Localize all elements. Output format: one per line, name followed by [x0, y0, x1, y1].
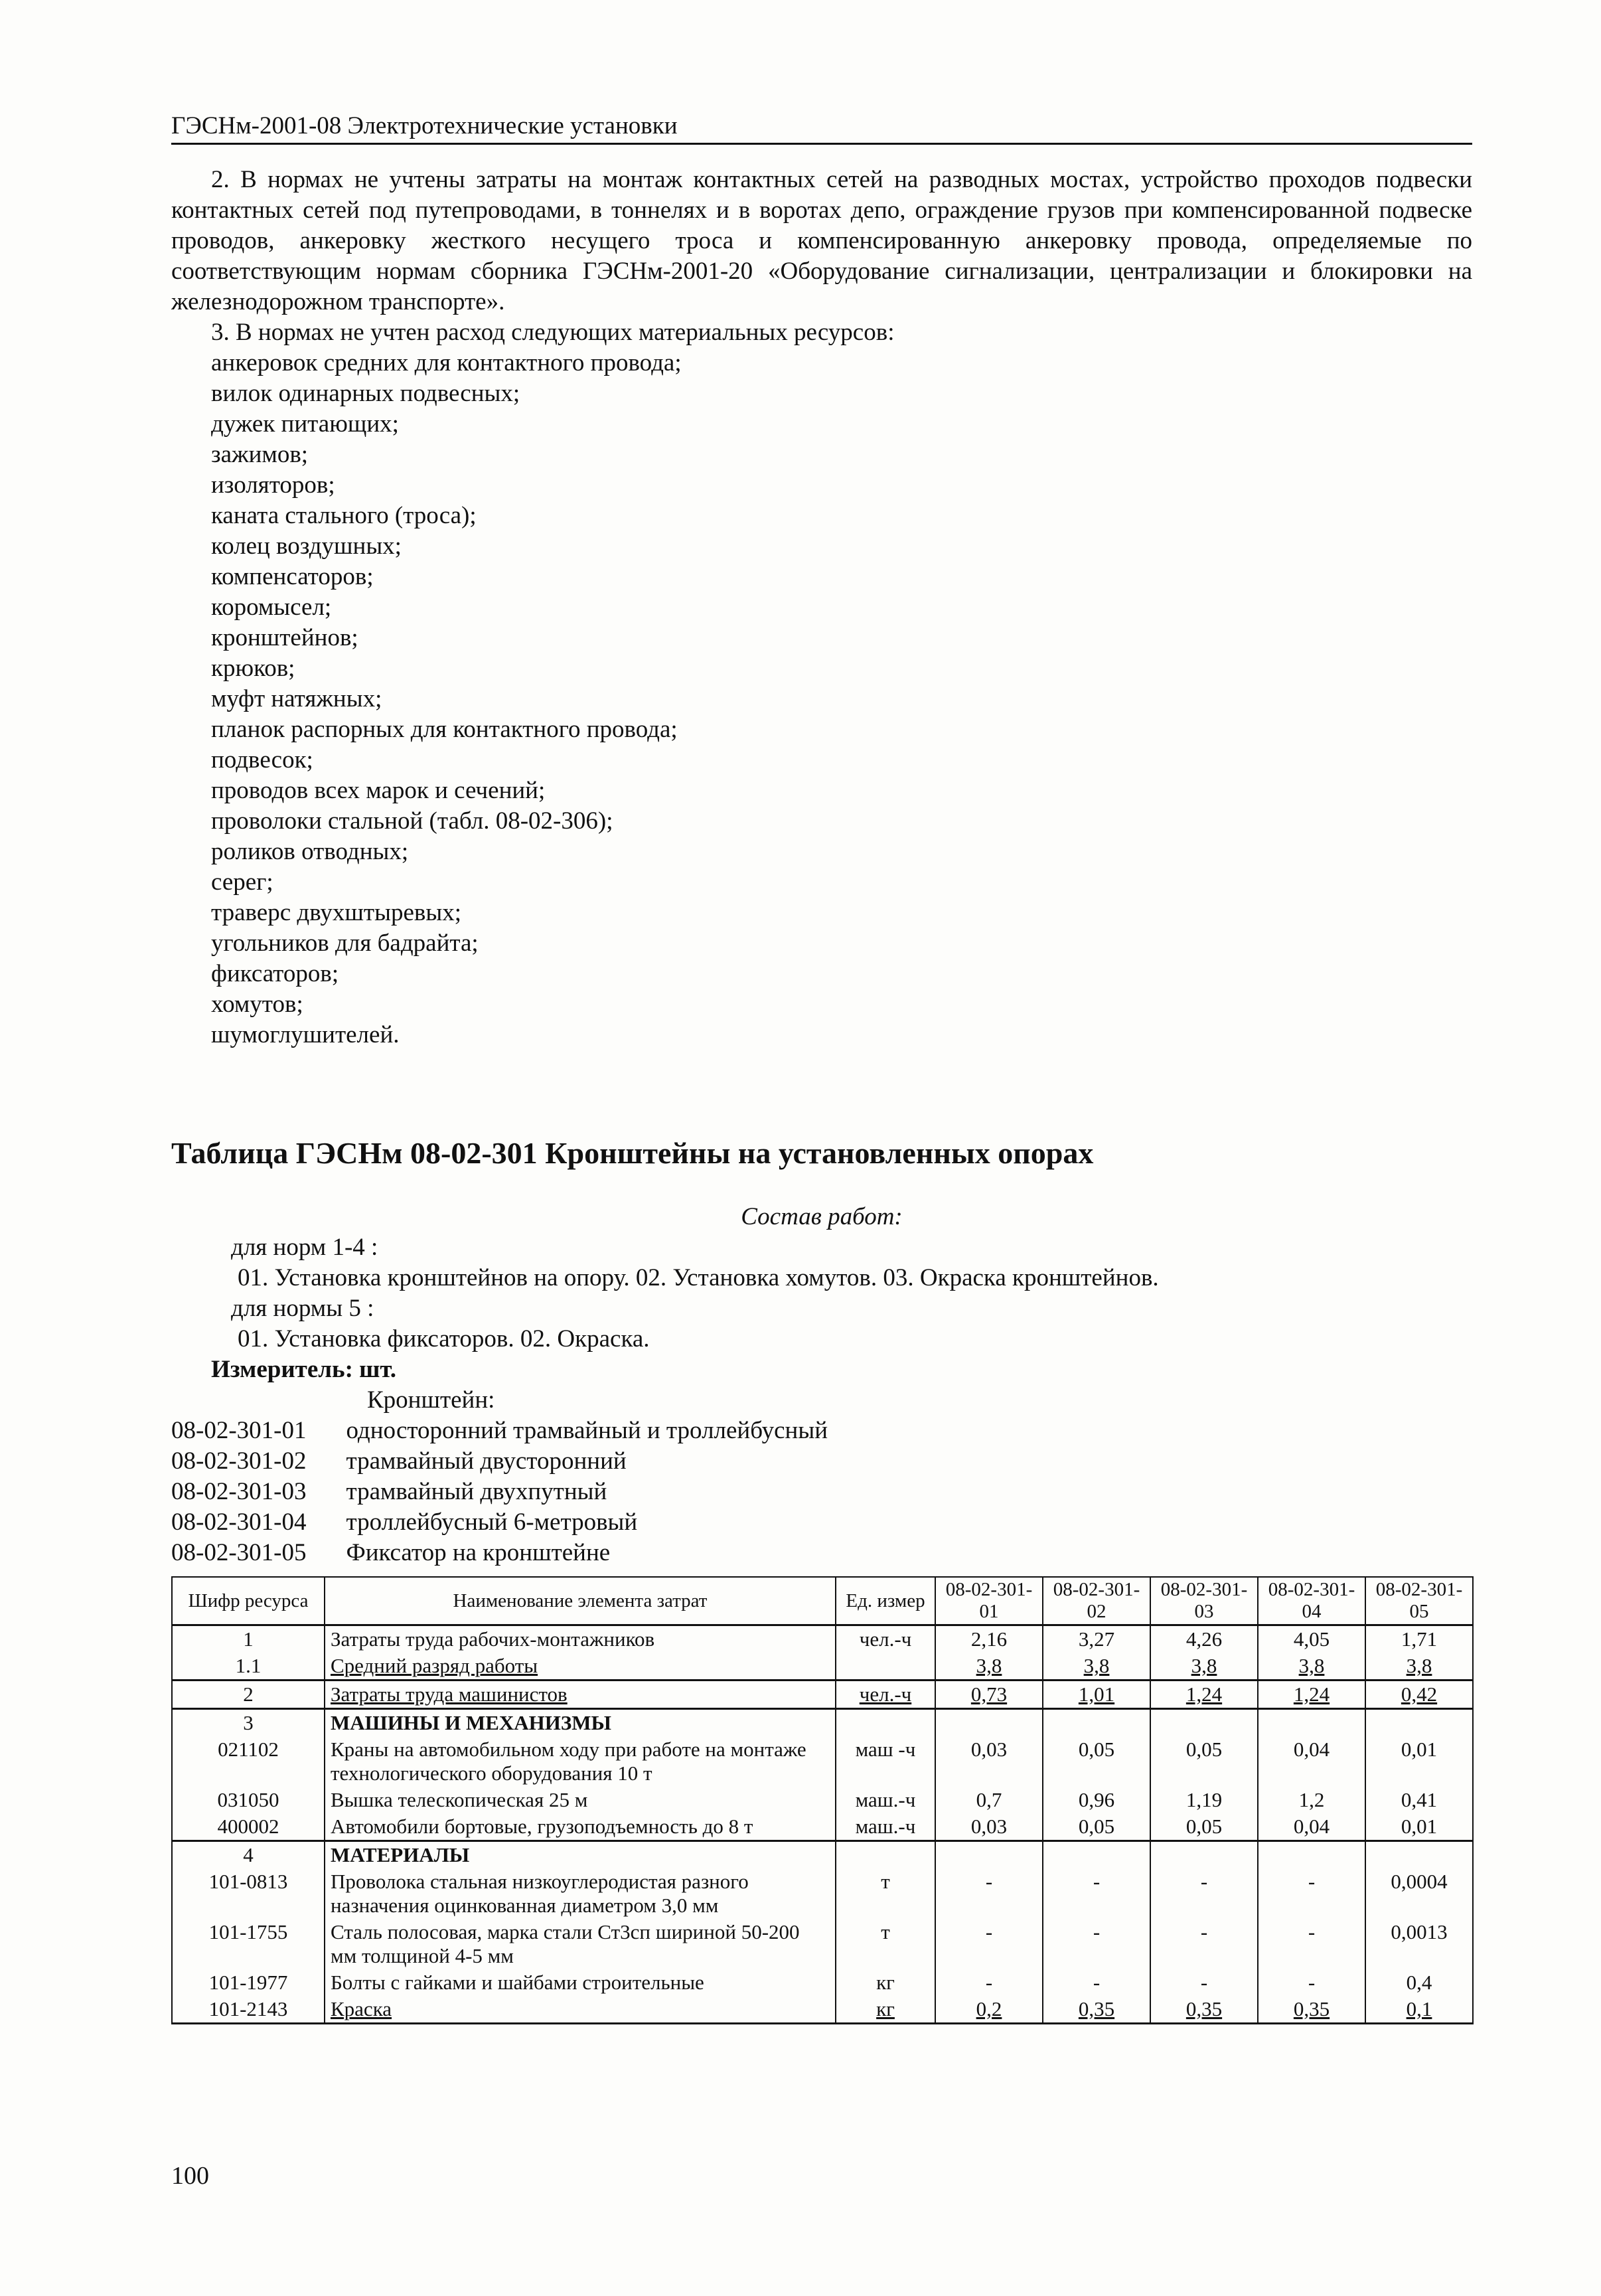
cell-name: Краска	[325, 1996, 836, 2024]
cell-unit: т	[836, 1868, 935, 1919]
table-row	[172, 1653, 1473, 1681]
cell-name: Затраты труда рабочих-монтажников	[325, 1625, 836, 1653]
cell-unit: маш -ч	[836, 1736, 935, 1787]
cell-name: Сталь полосовая, марка стали Ст3сп шириной 50-200 мм толщиной 4-5 мм	[325, 1919, 836, 1969]
table-row	[172, 1841, 1473, 1869]
cell-value: 0,05	[1150, 1813, 1258, 1841]
cell-code: 021102	[172, 1736, 325, 1787]
cell-value: 0,2	[935, 1996, 1043, 2024]
cell-value: 3,27	[1043, 1625, 1150, 1653]
list-item: колец воздушных;	[211, 533, 402, 560]
norm-name: трамвайный двусторонний	[346, 1447, 627, 1475]
cell-value: -	[1043, 1868, 1150, 1919]
cell-value: 1,2	[1258, 1787, 1365, 1813]
cell-value: 0,42	[1365, 1681, 1473, 1709]
list-item: кронштейнов;	[211, 624, 358, 651]
list-item: серег;	[211, 868, 273, 896]
cell-value: -	[935, 1919, 1043, 1969]
cell-value: 0,35	[1258, 1996, 1365, 2024]
cell-value: -	[1150, 1919, 1258, 1969]
cell-unit: кг	[836, 1996, 935, 2024]
header-code: Шифр ресурса	[172, 1577, 325, 1625]
list-item: изоляторов;	[211, 471, 335, 499]
cell-value: 0,73	[935, 1681, 1043, 1709]
cell-unit: маш.-ч	[836, 1813, 935, 1841]
cell-code: 101-1755	[172, 1919, 325, 1969]
list-item: подвесок;	[211, 746, 313, 774]
cell-value: 0,05	[1150, 1736, 1258, 1787]
cell-value: 3,8	[935, 1653, 1043, 1681]
cell-name: МАШИНЫ И МЕХАНИЗМЫ	[325, 1709, 836, 1737]
cell-code: 4	[172, 1841, 325, 1869]
header-col: 08-02-301-02	[1043, 1577, 1150, 1625]
cell-value: 0,03	[935, 1736, 1043, 1787]
work-heading: Состав работ:	[741, 1203, 903, 1230]
cell-unit	[836, 1709, 935, 1737]
list-item: муфт натяжных;	[211, 685, 382, 712]
norm-code: 08-02-301-02	[171, 1447, 307, 1475]
cell-value	[1043, 1709, 1150, 1737]
norm-code: 08-02-301-03	[171, 1478, 307, 1505]
paragraph-2: 2. В нормах не учтены затраты на монтаж контактных сетей на разводных мостах, устройство проходов подвески контактных сетей под путепроводами, в тоннелях и в воротах депо, ограждение грузов при компенсированной подвеске проводов, анкеровку жесткого несущего троса и компенсированную анкеровку провода, определяемые по соответствующим нормам сборника ГЭСНм-2001-20 «Оборудование сигнализации, централизации и блокировки на железнодорожном транспорте».	[171, 166, 1472, 315]
norm-name: Фиксатор на кронштейне	[346, 1539, 611, 1566]
cell-code: 3	[172, 1709, 325, 1737]
cell-value: -	[935, 1969, 1043, 1996]
cell-unit: чел.-ч	[836, 1681, 935, 1709]
header-col: 08-02-301-01	[935, 1577, 1043, 1625]
cell-value: 0,01	[1365, 1736, 1473, 1787]
cell-value: -	[1258, 1868, 1365, 1919]
cell-code: 2	[172, 1681, 325, 1709]
cell-value	[935, 1841, 1043, 1869]
cell-value: 0,96	[1043, 1787, 1150, 1813]
norm-code-row	[171, 1507, 868, 1538]
cell-code: 101-2143	[172, 1996, 325, 2024]
work-composition	[171, 1202, 1472, 1568]
cell-code: 101-1977	[172, 1969, 325, 1996]
norm-name: трамвайный двухпутный	[346, 1478, 607, 1505]
cell-value: -	[1258, 1969, 1365, 1996]
table-row	[172, 1996, 1473, 2024]
cell-value: 1,71	[1365, 1625, 1473, 1653]
list-item: роликов отводных;	[211, 838, 409, 865]
cell-value: -	[1258, 1919, 1365, 1969]
table-header-row	[172, 1577, 1473, 1625]
list-item: анкеровок средних для контактного провода;	[211, 349, 682, 376]
table-row	[172, 1919, 1473, 1969]
cell-name: Затраты труда машинистов	[325, 1681, 836, 1709]
cell-value: 0,35	[1150, 1996, 1258, 2024]
cell-value: 3,8	[1043, 1653, 1150, 1681]
list-item: проволоки стальной (табл. 08-02-306);	[211, 807, 613, 835]
table-row	[172, 1736, 1473, 1787]
list-item: дужек питающих;	[211, 410, 399, 438]
norm-code-row	[171, 1446, 868, 1477]
cell-value: -	[1150, 1868, 1258, 1919]
measure-unit: Измеритель: шт.	[211, 1356, 397, 1383]
cell-value	[935, 1709, 1043, 1737]
cell-value: 4,05	[1258, 1625, 1365, 1653]
cell-value: 0,7	[935, 1787, 1043, 1813]
table-row	[172, 1681, 1473, 1709]
cell-value: -	[1043, 1919, 1150, 1969]
cell-name: Автомобили бортовые, грузоподъемность до 8 т	[325, 1813, 836, 1841]
cell-value: 0,41	[1365, 1787, 1473, 1813]
cell-value: 0,05	[1043, 1736, 1150, 1787]
cell-name: Краны на автомобильном ходу при работе на монтаже технологического оборудования 10 т	[325, 1736, 836, 1787]
cell-value: 4,26	[1150, 1625, 1258, 1653]
cell-value	[1365, 1841, 1473, 1869]
cell-value	[1043, 1841, 1150, 1869]
cell-code: 101-0813	[172, 1868, 325, 1919]
cell-code: 1	[172, 1625, 325, 1653]
bracket-label: Кронштейн:	[367, 1386, 495, 1414]
header-col: 08-02-301-03	[1150, 1577, 1258, 1625]
cell-value: 3,8	[1258, 1653, 1365, 1681]
cell-unit: кг	[836, 1969, 935, 1996]
cell-unit: т	[836, 1919, 935, 1969]
list-item: шумоглушителей.	[211, 1021, 400, 1048]
norm-code-row	[171, 1477, 868, 1507]
table-row	[172, 1709, 1473, 1737]
norms-1-4-label: для норм 1-4 :	[231, 1234, 378, 1261]
cell-value: 0,35	[1043, 1996, 1150, 2024]
cell-code: 400002	[172, 1813, 325, 1841]
cell-value	[1258, 1841, 1365, 1869]
cell-value: 1,19	[1150, 1787, 1258, 1813]
norms-1-4-text: 01. Установка кронштейнов на опору. 02. Установка хомутов. 03. Окраска кронштейнов.	[238, 1264, 1159, 1291]
table-row	[172, 1813, 1473, 1841]
norm-code-row	[171, 1538, 868, 1568]
cell-name: Средний разряд работы	[325, 1653, 836, 1681]
cell-code: 1.1	[172, 1653, 325, 1681]
running-header: ГЭСНм-2001-08 Электротехнические установки	[171, 112, 1472, 145]
cell-value	[1150, 1709, 1258, 1737]
cell-value: 3,8	[1365, 1653, 1473, 1681]
cell-unit: маш.-ч	[836, 1787, 935, 1813]
table-row	[172, 1868, 1473, 1919]
cell-name: Проволока стальная низкоуглеродистая разного назначения оцинкованная диаметром 3,0 мм	[325, 1868, 836, 1919]
table-row	[172, 1969, 1473, 1996]
cell-value: 1,24	[1150, 1681, 1258, 1709]
header-col: 08-02-301-05	[1365, 1577, 1473, 1625]
cell-code: 031050	[172, 1787, 325, 1813]
cell-value: -	[1043, 1969, 1150, 1996]
table-title: Таблица ГЭСНм 08-02-301 Кронштейны на установленных опорах	[171, 1136, 1094, 1170]
norm-code: 08-02-301-04	[171, 1509, 307, 1536]
materials-list	[171, 348, 1472, 1050]
cell-value: 0,04	[1258, 1813, 1365, 1841]
cell-value: 2,16	[935, 1625, 1043, 1653]
norm-codes	[171, 1416, 868, 1568]
cell-name: Болты с гайками и шайбами строительные	[325, 1969, 836, 1996]
list-item: траверс двухштыревых;	[211, 899, 461, 926]
list-item: крюков;	[211, 655, 295, 682]
cell-value: 0,0004	[1365, 1868, 1473, 1919]
cell-value: 3,8	[1150, 1653, 1258, 1681]
cell-value	[1365, 1709, 1473, 1737]
cell-value: 1,24	[1258, 1681, 1365, 1709]
cell-value	[1150, 1841, 1258, 1869]
list-item: компенсаторов;	[211, 563, 374, 590]
cell-value	[1258, 1709, 1365, 1737]
norm-code: 08-02-301-01	[171, 1417, 307, 1444]
cell-name: МАТЕРИАЛЫ	[325, 1841, 836, 1869]
paragraph-3: 3. В нормах не учтен расход следующих материальных ресурсов:	[211, 319, 895, 346]
intro-text	[171, 165, 1472, 1050]
cell-value: -	[935, 1868, 1043, 1919]
list-item: хомутов;	[211, 991, 303, 1018]
cell-unit	[836, 1653, 935, 1681]
cell-value: 1,01	[1043, 1681, 1150, 1709]
list-item: вилок одинарных подвесных;	[211, 380, 520, 407]
cell-value: 0,01	[1365, 1813, 1473, 1841]
norm-name: троллейбусный 6-метровый	[346, 1509, 638, 1536]
list-item: зажимов;	[211, 441, 309, 468]
cell-value: 0,1	[1365, 1996, 1473, 2024]
cell-value: 0,05	[1043, 1813, 1150, 1841]
cell-value: 0,0013	[1365, 1919, 1473, 1969]
cell-value: -	[1150, 1969, 1258, 1996]
list-item: проводов всех марок и сечений;	[211, 777, 546, 804]
cell-unit	[836, 1841, 935, 1869]
cell-value: 0,03	[935, 1813, 1043, 1841]
norm-code: 08-02-301-05	[171, 1539, 307, 1566]
resource-table	[171, 1576, 1474, 2024]
cell-unit: чел.-ч	[836, 1625, 935, 1653]
table-body	[172, 1625, 1473, 2024]
cell-value: 0,04	[1258, 1736, 1365, 1787]
cell-value: 0,4	[1365, 1969, 1473, 1996]
list-item: коромысел;	[211, 594, 332, 621]
norm-code-row	[171, 1416, 868, 1446]
header-col: 08-02-301-04	[1258, 1577, 1365, 1625]
list-item: каната стального (троса);	[211, 502, 477, 529]
table-row	[172, 1787, 1473, 1813]
norm-name: односторонний трамвайный и троллейбусный	[346, 1417, 828, 1444]
header-unit: Ед. измер	[836, 1577, 935, 1625]
norm-5-label: для нормы 5 :	[231, 1295, 374, 1322]
list-item: планок распорных для контактного провода;	[211, 716, 678, 743]
cell-name: Вышка телескопическая 25 м	[325, 1787, 836, 1813]
norm-5-text: 01. Установка фиксаторов. 02. Окраска.	[238, 1325, 650, 1353]
list-item: угольников для бадрайта;	[211, 930, 479, 957]
list-item: фиксаторов;	[211, 960, 339, 987]
header-name: Наименование элемента затрат	[325, 1577, 836, 1625]
page-number: 100	[171, 2162, 209, 2190]
table-row	[172, 1625, 1473, 1653]
